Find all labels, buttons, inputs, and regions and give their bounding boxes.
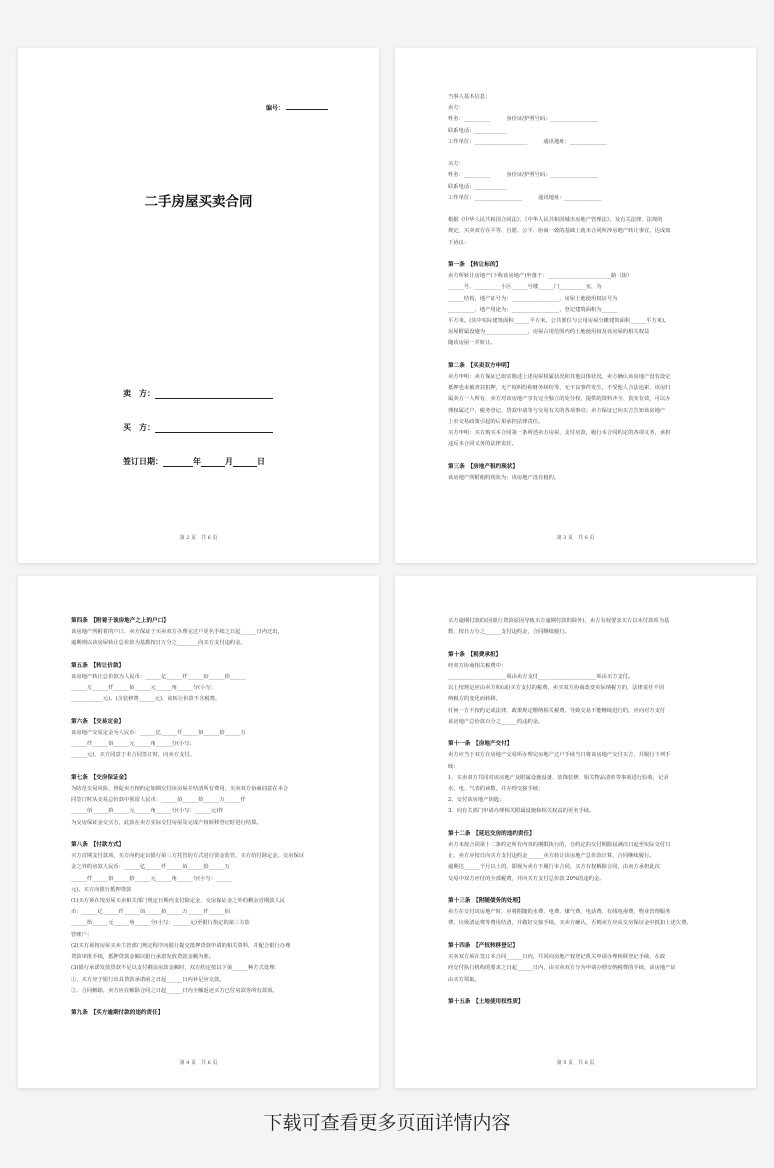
contract-number-field	[266, 103, 328, 112]
contract-page-cover	[18, 48, 379, 563]
body-line: 姓名：__________ 身份证/护照号码：__________________	[448, 116, 599, 123]
body-line: 金之外的房款人民币：______亿______仟______佰______拾______万	[71, 864, 230, 871]
body-line: 房屋附属设施为________________，房屋占用范围内的土地使用权及该房屋的相关权益	[448, 329, 650, 336]
body-line: 续：	[448, 763, 459, 770]
body-line	[448, 728, 692, 739]
page-number: 第 4 页 共 6 页	[179, 1060, 218, 1066]
body-line: 府交付执行机构的要求之日起______日内，由买卖双方分为申请办理交纳税费的手续，该房地产证	[448, 965, 676, 972]
body-line: 规定，买卖双方在平等、自愿、公平、协商一致的基础上就本合同所涉房地产转让事宜，达成如	[448, 228, 671, 235]
clause-heading: 第十四条 【产权转移登记】	[448, 942, 518, 949]
clause-heading: 第十三条 【附随债务的处理】	[448, 898, 524, 905]
clause-heading: 第一条 【转让标的】	[448, 262, 502, 269]
body-line: 卖方申明：卖方保证已如实陈述上述房屋权属状况和其他具体状况，卖方确认该房地产没有设定	[448, 374, 671, 381]
body-line: 逾期达______个月以上的，即视为卖方不履行本合同，买方有权解除合同，由卖方承担此次	[448, 864, 660, 871]
body-line: 为交房保证金交买方，此款在卖方实际交付房屋及完成产权转移登记时进行结算。	[71, 819, 262, 826]
body-line	[71, 829, 304, 840]
contract-page-delivery	[395, 576, 756, 1088]
body-line: 1、买卖双方共同对该房地产及附属设施设备、装饰装修、相关物品清单等事项进行验收，记录	[448, 774, 669, 781]
body-line: 买方申明：买方购买本合同第一条所述卖方房屋，支付房款，履行本合同约定的各项义务，承担	[448, 430, 671, 437]
body-line: 水、电、气表的读数，并办理交接手续；	[448, 786, 544, 793]
contract-number-label: 编号：	[266, 105, 285, 112]
buyer-field	[123, 422, 273, 433]
body-line: ______拾______元______角______分(小写：______元)至银行指定的第三方监	[71, 920, 250, 927]
page-number: 第 3 页 共 6 页	[556, 535, 595, 541]
body-line: 联系电话：____________	[448, 127, 507, 134]
clause-heading: 第八条 【付款方式】	[71, 842, 125, 849]
body-line: 上市交易政策引起的后果承担法律责任。	[448, 418, 544, 425]
body-line: 任何一方不按约定或法律、政策规定缴纳相关税费，导致交易不能继续进行的，应向对方支付	[448, 707, 666, 714]
body-line: 工作单位：__________________ 通讯地址：______________	[448, 194, 602, 201]
body-line	[448, 818, 692, 829]
body-line	[71, 762, 304, 773]
body-line: 卖方所转让房地产(下称该房地产)坐落于：________________________路（街）	[448, 273, 633, 280]
body-line: ______________________项由卖方支付______________________项由买方支付。	[448, 674, 634, 681]
clause-heading: 第七条 【交房保证金】	[71, 774, 130, 781]
body-line: ______元)，买方同意于本合同签订时，向卖方支付。	[71, 752, 195, 759]
body-line: 姓名：__________ 身份证/护照号码：__________________	[448, 172, 599, 179]
body-line: 卖方在交付该房地产时，应将附随的水费、电费、煤气费、电话费、有线电视费、物业管理服务	[448, 909, 671, 916]
clause-heading: 第四条 【附着于该房地产之上的户口】	[71, 618, 169, 624]
body-line: ____________元)。(含装修费______元)，该转让价款不含税费。	[71, 696, 221, 703]
body-line: 下协议：	[448, 239, 470, 246]
body-line: 元)。买方向银行抵押贷款	[71, 886, 132, 893]
body-line: 卖方：	[448, 105, 464, 112]
seller-label: 卖 方：	[123, 388, 155, 398]
body-line: 该房地产所附着的户口，卖方保证于买卖双方办理完过户更名手续之日起______日内迁出，	[71, 629, 283, 636]
body-line: 属卖方一人所有，卖方对该房地产享有完全独立的处分权，提供的资料齐全、真实有效，可以办	[448, 396, 671, 403]
body-line: 当事人基本信息：	[448, 94, 491, 100]
body-line: 止，卖方应按日向买方支付违约金______卖方转让该房地产总价款计算，合同继续履行。	[448, 853, 655, 860]
clause-heading: 第三条 【房地产租约现状】	[448, 463, 518, 470]
body-line	[448, 986, 692, 997]
clause-heading: 第二条 【买卖双方申明】	[448, 362, 513, 369]
body-line: 交易中双方应付的全部税费，并向买方支付总价款 20%的违约金。	[448, 875, 605, 882]
body-line: 同签订时从交易总价款中预留人民币：______佰______拾______万______仟	[71, 797, 246, 804]
body-line: 2、交付该房地产钥匙；	[448, 797, 505, 804]
clause-heading: 第十二条 【延迟交房的违约责任】	[448, 830, 535, 837]
body-line: 经双方协商相关税费中：	[448, 662, 507, 669]
body-line: ②、合同解除，卖方应在解除合同之日起______日内全额返还买方已付房款等所有款项。	[71, 987, 278, 994]
body-line	[71, 997, 304, 1008]
body-line: 由买方领取。	[448, 976, 480, 983]
buyer-label: 买 方：	[123, 422, 155, 432]
body-line: ①、买方应于银行出具贷款承诺函之日起______日内补足应交款。	[71, 976, 225, 983]
body-line: 纳税方的变化而转移。	[448, 696, 501, 703]
body-line: 买方逾期付款的(因银行贷款原因导致买方逾期付款的除外)，卖方有权要求买方以未付款项为基	[448, 618, 670, 624]
body-line: __________，地产用途为：__________________，登记建筑面积为______	[448, 306, 618, 313]
body-line: ______号，__________小区______号楼______门__________室，为	[448, 284, 602, 291]
body-line: 随该房屋一并转让。	[448, 340, 496, 347]
body-line	[448, 249, 670, 260]
body-line: 卖方未按合同第十二条约定所有内容的期限执行的，自约定的交付期限届满次日起至实际交付日	[448, 842, 671, 849]
body-line: 违反本合同义务的法律责任。	[448, 441, 517, 448]
body-line: 该房地产所附租约现状为：该房地产没有租约。	[448, 474, 560, 481]
body-line	[71, 706, 304, 717]
body-line: ______仟______佰______元______角______分(小写：	[71, 741, 195, 748]
body-line: 该房地产总价款百分之______的违约金。	[448, 718, 544, 725]
body-line: (1)买方须在按房屋买卖相关部门规定日期内支付除定金、交房保证金之外的剩余首期款人民	[71, 898, 286, 905]
body-line: 费、垃圾清运费等费用结清，并做好交接手续。买卖方确认，否则卖方应从交房保证金中抵扣上述欠费。	[448, 920, 692, 927]
body-line	[71, 650, 304, 661]
body-line: ______佰______拾______元______角______分(小写：______元)作	[71, 808, 224, 815]
clause-heading: 第十条 【税费承担】	[448, 651, 502, 658]
contract-page-parties	[395, 48, 756, 563]
body-line: 3、向有关部门申请办理相关附属设施和相关权益的更名手续。	[448, 808, 595, 815]
body-line	[448, 204, 670, 215]
contract-title: 二手房屋买卖合同	[144, 194, 253, 210]
body-line	[448, 350, 670, 361]
body-line: 买方首期支付款项，买方向约定以银行第三方托管的方式进行资金监管，买方给付除定金、交房保证	[71, 853, 305, 860]
page-body	[448, 616, 692, 1008]
year-label: 年	[193, 456, 201, 466]
body-line: 理权属过户、税务登记、贷款申请等与交易有关的各项事宜；卖方保证已向买方告知该房地产	[448, 407, 666, 414]
body-line	[448, 930, 692, 941]
body-line: (2)买方须按房屋买卖主管部门规定程序向银行提交抵押贷款申请的相关资料，并配合银行办理	[71, 942, 291, 949]
contract-page-payment	[18, 576, 379, 1088]
body-line: 联系电话：____________	[448, 183, 507, 190]
sign-date-label: 签订日期：	[123, 456, 163, 466]
sign-date-field	[123, 456, 265, 467]
body-line: 逾期则以该房屋转让总价款为基数按日万分之________向买方支付违约金。	[71, 640, 246, 647]
body-line	[448, 638, 692, 649]
body-line	[448, 885, 692, 896]
body-line	[448, 148, 670, 159]
page-body	[448, 92, 670, 484]
page-number: 第 2 页 共 6 页	[179, 535, 218, 541]
body-line: 该房地产交易定金为人民币：______亿______仟______佰______拾______万	[71, 730, 246, 737]
body-line: 平方米。(其中实际建筑面积______平方米，公共部位与公用房屋分摊建筑面积______平方米)。	[448, 318, 670, 325]
clause-heading: 第五条 【转让价款】	[71, 662, 125, 669]
page-number: 第 5 页 共 6 页	[556, 1060, 595, 1066]
body-line: 贷款审批手续，抵押贷款金额以银行承诺发放贷款金额为准。	[71, 954, 215, 961]
download-caption: 下载可查看更多页面详情内容	[263, 1112, 511, 1134]
body-line: 买方：	[448, 161, 464, 168]
clause-heading: 第十一条 【房地产交付】	[448, 741, 513, 748]
body-line: 管账户；	[71, 931, 93, 938]
body-line: 根据《中华人民共和国合同法》、《中华人民共和国城市房地产管理法》，及有关法律、法规的	[448, 217, 663, 224]
clause-heading: 第十五条 【土地使用权性质】	[448, 998, 524, 1005]
body-line: ______仟______佰______拾______元______角______分(小写：______	[71, 875, 232, 882]
clause-heading: 第六条 【交易定金】	[71, 718, 125, 725]
body-line: 该房地产转让总价款为人民币：______亿______仟______佰______拾______	[71, 674, 246, 681]
body-line: ______结构，地产证号为：__________________，房屋土地使用权证号为	[448, 295, 618, 302]
body-line: 币：______亿______仟______佰______拾______万______仟______佰	[71, 909, 230, 916]
month-label: 月	[225, 456, 233, 466]
body-line: 工作单位：____________________ 通讯地址：______________	[448, 138, 607, 145]
body-line: (3)银行承诺发放贷款不足以支付剩余房款金额时，双方约定按以下第______种方式处理：	[71, 965, 280, 972]
body-line: 为防范交易风险，督促卖方按约定如期交付该房屋并结清所有费用，买卖双方协商同意在本合	[71, 786, 289, 793]
body-line: 以上按规定应由卖方和(或)买方支付的税费，卖买双方协商改变实际纳税方的，法律责任不因	[448, 685, 665, 692]
body-line	[448, 451, 670, 462]
body-line: 数，按日万分之______支付违约金，合同继续履行。	[448, 629, 570, 636]
seller-field	[123, 388, 273, 399]
clause-heading: 第九条 【买方逾期付款的违约责任】	[71, 1010, 164, 1017]
page-body	[71, 616, 304, 1019]
day-label: 日	[257, 456, 265, 466]
body-line: 卖方应当于双方在房地产交易所办理完房地产过户手续当日将该房地产交付买方，并履行下列手	[448, 752, 671, 759]
body-line: 抵押也未被查封扣押，无产权纠纷和财务纠纷等，无不良事件发生，不受他人合法追索，该房归	[448, 385, 671, 392]
body-line: 买卖双方须在签订本合同______日内，共同向房地产权登记机关申请办理转移登记手续，在政	[448, 954, 666, 961]
body-line: ______万______仟______佰______元______角______分(小写：	[71, 685, 217, 692]
